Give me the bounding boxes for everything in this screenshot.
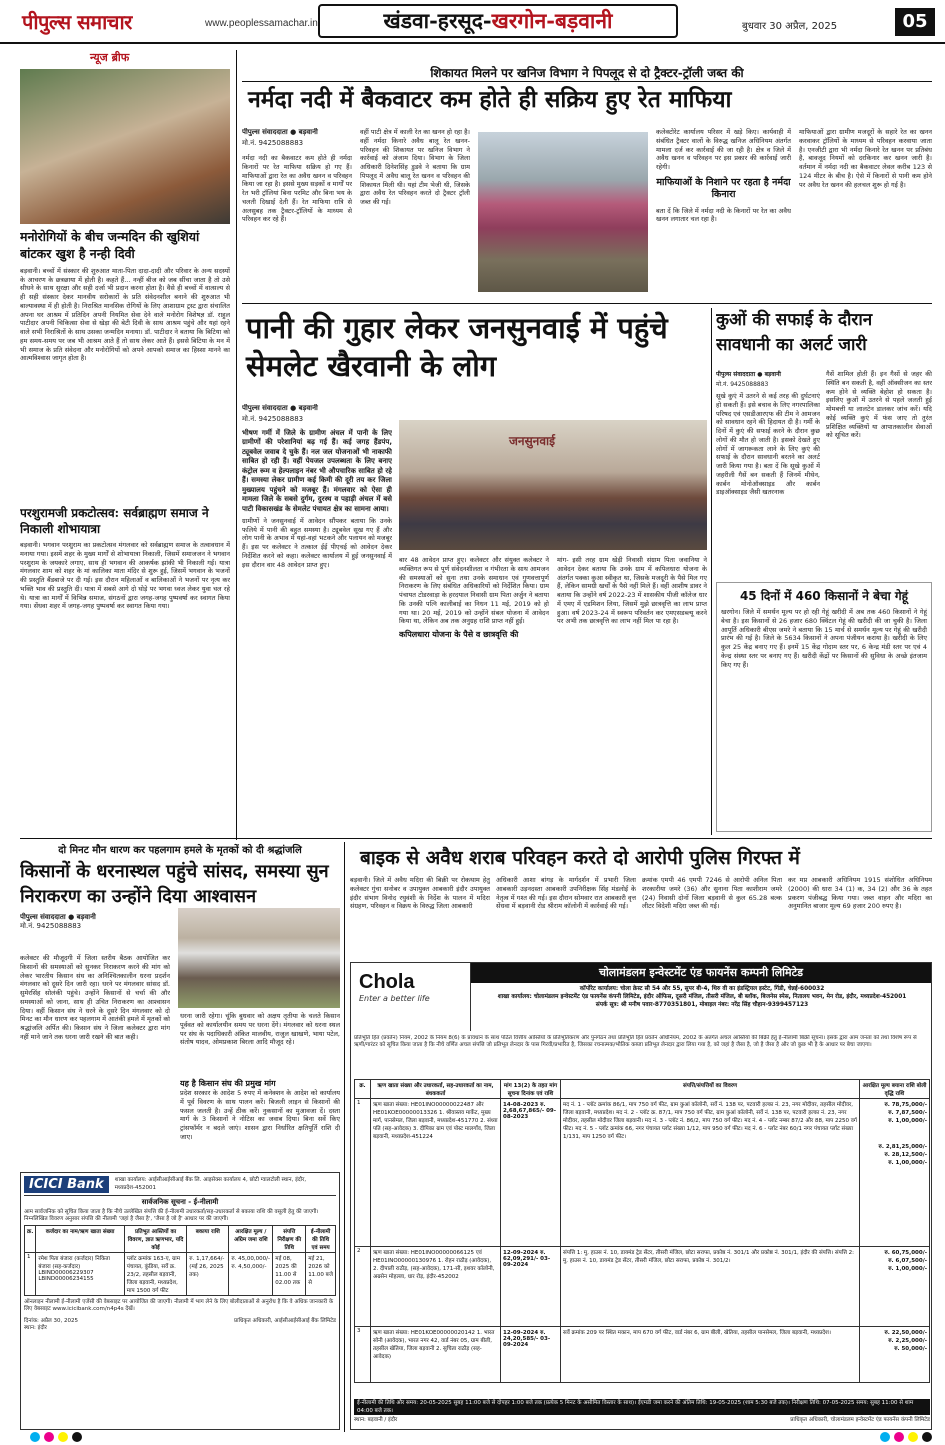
chola-signature: प्राधिकृत अधिकारी, चोलामंडलम इन्वेस्टमेंट एंड फायनेंस कंपनी लिमिटेड xyxy=(790,1417,930,1423)
public-hearing-photo xyxy=(399,420,707,550)
chola-price: रु. 7,87,500/- xyxy=(888,1110,927,1116)
farmers-col2-wrap xyxy=(180,1012,340,1080)
sand-mafia-byline: पीपुल्स संवाददाता ● बड़वानी xyxy=(242,128,318,136)
icici-col-header: क्र. xyxy=(25,1226,36,1253)
chola-price: रु. 2,25,000/- xyxy=(888,1338,927,1344)
well-cleaning-headline: कुओं की सफाई के दौरान सावधानी का अलर्ट जारी xyxy=(716,310,873,355)
chola-col-header: मांग 13(2) के तहत मांग सूचना दिनांक एवं राशि xyxy=(501,1080,561,1099)
photo-banner-text: जनसुनवाई xyxy=(509,434,556,448)
story-water-plea xyxy=(242,308,707,835)
chola-logo-box xyxy=(351,963,471,1031)
chola-cell: 3 xyxy=(355,1327,371,1383)
icici-cell: रु. 1,17,664/- (मई 26, 2025 तक) xyxy=(187,1253,229,1296)
column-divider xyxy=(236,50,237,840)
farmers-col2b: प्रदेश सरकार के आदेश 5 रुपए में कनेक्शन के आदेश को कार्यालय में पूर्व विवरण के साथ पालन करें। बिजली लाइन से किसानों की फसल जलती है। उन्हें ठीक करें। नुकसानों का मुआवजा दें। दस्ता मार्ग के 3 किसानों ने नोटिस का जवाब दिया। बिना सर्वे किए ट्रांसफॉर्मर न बदले जाएं। शासन द्वारा निर्धारित क्षतिपूर्ति राशि दी जाए। xyxy=(180,1089,340,1141)
story-wheat-purchase xyxy=(716,582,932,832)
chola-cell: 12-09-2024 रु. 24,20,585/- 03-09-2024 xyxy=(501,1327,561,1383)
chola-cell: ऋण खाता संख्या: HE01KOE00000020142 1. भारत सोनी (आवेदक), भारत नगर 42, वार्ड नंबर 05, ग्राम बीली, तहसील खेतिया, जिला बड़वानी 2. सुचिता राठौड़ (सह-आवेदक) xyxy=(371,1327,501,1383)
water-plea-byline: पीपुल्स संवाददाता ● बड़वानी xyxy=(242,404,318,412)
water-plea-lead: भीषण गर्मी में जिले के ग्रामीण अंचल में पानी के लिए ग्रामीणों की परेशानियां बढ़ गई हैं। कई जगह हैंडपंप, ट्यूबवेल जवाब दे चुके हैं। नल जल योजनाओं भी नाकाफी साबित हो रही हैं। वहीं पेयजल उपलब्धता के लिए बनाए कंट्रोल रूम व हेल्पलाइन नंबर भी औपचारिक साबित हो रहे हैं। समस्या लेकर ग्रामीण कई किमी की दूरी तय कर जिला मुख्यालय पहुंचने को मजबूर हैं। मंगलवार को ऐसा ही मामला जिले के सबसे दुर्गम, दुरस्थ व पहाड़ी अंचल में बसे पाटी विकासखंड के सेमलेट पंचायत क्षेत्र का सामना आया। xyxy=(242,429,392,513)
magenta-registration-mark xyxy=(894,1432,904,1442)
brief2-headline: परशुरामजी प्रकटोत्सव: सर्वब्राह्मण समाज ने निकाली शोभायात्रा xyxy=(20,505,209,536)
chola-price: रु. 1,00,000/- xyxy=(888,1266,927,1272)
icici-logo: ICICI Bank xyxy=(24,1176,109,1193)
icici-address: शाखा कार्यालय: आईसीआईसीआई बैंक लि. आइसेक्स कार्यालय 4, छोटी ग्वालटोली स्थान, इंदौर, मध्यप्रदेश-452001 xyxy=(114,1177,307,1191)
masthead xyxy=(0,0,945,44)
chola-col-header: संपत्ति/संपत्तियों का विवरण xyxy=(561,1080,860,1099)
newspaper-logo: पीपुल्स समाचार xyxy=(22,10,132,34)
yellow-registration-mark xyxy=(908,1432,918,1442)
chola-price: रु. 1,00,000/- xyxy=(888,1118,927,1124)
website-link[interactable]: www.peoplessamachar.in xyxy=(205,18,318,29)
icici-col-header: प्रतिभूत आस्तियों का विवरण, ज्ञात ऋणभार, यदि कोई xyxy=(124,1226,187,1253)
chola-col-header: क्र. xyxy=(355,1080,371,1099)
chola-col-header: आरक्षित मूल्य बयाना राशि बोली वृद्धि राशि xyxy=(860,1080,930,1099)
table-row xyxy=(25,1253,336,1296)
farmers-demands xyxy=(180,1078,340,1170)
farmers-byline: पीपुल्स संवाददाता ● बड़वानी xyxy=(20,913,96,922)
edition-title-part2: खरगोन-बड़वानी xyxy=(491,8,613,33)
chola-price: रु. 28,12,500/- xyxy=(884,1152,927,1158)
chola-cell: 1 xyxy=(355,1099,371,1247)
cyan-registration-mark xyxy=(880,1432,890,1442)
news-brief-column xyxy=(20,50,230,835)
divider xyxy=(20,838,932,839)
icici-cell: मई 08, 2025 की 11.00 से 02.00 तक xyxy=(273,1253,306,1296)
chola-cell: 14-08-2023 रु. 2,68,67,865/- 09-08-2023 xyxy=(501,1099,561,1247)
sand-mafia-col4: माफियाओं द्वारा ग्रामीण मजदूरों के सहारे रेत का खनन करवाकर ट्रॉलियों के माध्यम से परिवहन करवाया जाता है। एनजीटी द्वारा भी नर्मदा किनारे रेत खनन पर प्रतिबंध है, बावजूद नियमों को दरकिनार कर खनन जारी है। वर्तमान में नर्मदा नदी का बैकवाटर लेवल करीब 123 से 124 मीटर के बीच है। ऐसे में किनारों से पानी कम होने पर अवैध रेत खनन की हलचल शुरू हो गई है। xyxy=(799,128,932,189)
cyan-registration-mark xyxy=(30,1432,40,1442)
chola-price: रु. 6,07,500/- xyxy=(888,1258,927,1264)
divider xyxy=(242,303,932,304)
chola-price: रु. 78,75,000/- xyxy=(884,1102,927,1108)
chola-table xyxy=(354,1079,930,1383)
news-brief-label: न्यूज ब्रीफ xyxy=(90,51,130,64)
tractor-trolley-photo xyxy=(478,132,648,292)
sand-mafia-col3b: बता दें कि जिले में नर्मदा नदी के किनारों पर रेत का अवैध खनन लगातार चल रहा है। xyxy=(656,206,791,224)
yellow-registration-mark xyxy=(58,1432,68,1442)
liquor-col4: कर मप्र आबकारी अधिनियम 1915 संशोधित अधिनियम (2000) की धारा 34 (1) क, 34 (2) और 36 के तहत प्रकरण पंजीबद्ध किया गया। जब्त वाहन और मदिरा का अनुमानित बाजार मूल्य 69 हजार 200 रुपए है। xyxy=(788,876,932,911)
farmers-kicker: दो मिनट मौन धारण कर पहलगाम हमले के मृतकों को दी श्रद्धांजलि xyxy=(58,845,302,856)
icici-place: स्थान: इंदौर xyxy=(24,1324,47,1331)
chola-cell: सर्वे क्रमांक 209 पर स्थित मकान, माप 670 वर्ग फीट, वार्ड नंबर 6, ग्राम बीली, खेतिया, तहसील पानसेमल, जिला बड़वानी, मध्यप्रदेश। xyxy=(561,1327,860,1383)
farmers-protest-photo xyxy=(178,908,340,1008)
table-row xyxy=(355,1099,930,1247)
icici-cell: मई 21, 2026 को 11.00 बजे से xyxy=(306,1253,336,1296)
icici-footnote: ऑनलाइन नीलामी ई-नीलामी एजेंसी की वेबसाइट पर आयोजित की जाएगी। नीलामी में भाग लेने के लिए बोलीदाताओं से अनुरोध है कि वे अधिक जानकारी के लिए वेबसाइट www.icicibank.com/n4p4s देखें। xyxy=(24,1299,334,1313)
icici-cell: रमेश पिता बंजारा (कर्जदार) निकिता बंजारा (सह-कर्जदार) LBIND00006229307 LBIND00006234155 xyxy=(36,1253,124,1296)
page-number: 05 xyxy=(895,8,935,36)
column-divider xyxy=(711,308,712,835)
icici-col-header: संपत्ति निरीक्षण की तिथि xyxy=(273,1226,306,1253)
icici-cell: रु. 45,00,000/- रु. 4,50,000/- xyxy=(229,1253,273,1296)
icici-col-header: कर्जदार का नाम/ऋण खाता संख्या xyxy=(36,1226,124,1253)
chola-auction-dates: ई-नीलामी की तिथि और समय: 20-05-2025 सुबह 11:00 बजे से दोपहर 1:00 बजे तक (प्रत्येक 5 मिनट के असीमित विस्तार के साथ)। ईएमडी जमा करने की अंतिम तिथि: 19-05-2025 (शाम 5:30 बजे तक)। निरीक्षण तिथि: 07-05-2025 समय: सुबह 11:00 से शाम 04:00 बजे तक। xyxy=(354,1399,930,1415)
story-sand-mafia xyxy=(242,62,932,302)
edition-title xyxy=(318,4,678,38)
story-well-cleaning xyxy=(716,308,932,578)
magenta-registration-mark xyxy=(44,1432,54,1442)
chola-price: रु. 22,50,000/- xyxy=(884,1330,927,1336)
wheat-body: खरगोन। जिले में समर्थन मूल्य पर हो रही गेहूं खरीदी में अब तक 460 किसानों ने गेहूं बेचा है। इस किसानों से 26 हजार 680 क्विंटल गेहूं की खरीदी की जा चुकी है। जिला आपूर्ति अधिकारी बीएस जमरे ने बताया कि 15 मार्च से समर्थन मूल्य पर गेहूं की खरीदी प्रारंभ की गई है। जिले के 5634 किसानों ने अपना पंजीयन कराया है। खरीदी के लिए कुल 25 केंद्र बनाए गए हैं। इनमें 15 केंद्र गोदाम स्तर पर, 6 केन्द्र मंडी स्तर पर एवं 4 केन्द्र संस्था स्तर पर बनाए गए हैं। खरीदी केंद्रों पर किसानों की सुविधा के अच्छे इंतजाम किए गए हैं। xyxy=(721,608,927,669)
icici-date: दिनांक: अप्रैल 30, 2025 xyxy=(24,1317,78,1324)
chola-notice: प्रतिभूति हित (प्रवर्तन) नियम, 2002 के नियम 8(6) के प्रावधान के साथ पठित वित्तीय आस्तियों के प्रतिभूतिकरण और पुनर्गठन तथा प्रतिभूति हित प्रवर्तन अधिनियम, 2002 के अंतर्गत अचल आस्तियों की बिक्री हेतु ई-नीलामी बिक्री सूचना। इसके द्वारा आम जनता को तथा विशेष रूप से ऋणी/गारंटर को सूचित किया जाता है कि नीचे वर्णित अचल संपत्ति जो प्रतिभूत लेनदार के पास गिरवी/प्रभारित है, जिसका रचनात्मक/भौतिक कब्जा प्रतिभूत लेनदार द्वारा लिया गया है, को जहां है जैसा है, जो है जैसा है और जो कुछ भी है के आधार पर बेचा जाएगा। xyxy=(354,1035,917,1049)
icici-col-header: बकाया राशि xyxy=(187,1226,229,1253)
sand-mafia-col3: कलेक्टोरेट कार्यालय परिसर में खड़े किए। कार्यवाही में संबंधित ट्रैक्टर वालों के विरुद्ध खनिज अधिनियम अंतर्गत मामला दर्ज कर कार्रवाई की जा रही है। क्षेत्र व जिले में अवैध खनन व परिवहन पर इस प्रकार की कार्रवाई जारी रहेगी। xyxy=(656,128,791,172)
icici-text: आम सार्वजनिक को सूचित किया जाता है कि नीचे उल्लेखित संपत्ति की ई-नीलामी उधारकर्ता/सह-उधारकर्ता से बकाया राशि की वसूली हेतु की जाएगी। निम्नलिखित विवरण अनुसार संपत्ति की नीलामी 'जहां है जैसा है', 'जैसा है जो है' आधार पर की जाएगी। xyxy=(24,1209,319,1223)
chola-price: रु. 50,000/- xyxy=(894,1346,927,1352)
water-plea-col4: मांग- इसी तरह ग्राम खेड़ी निवासी संग्राम पिता जवानिया ने आवेदन देकर बताया कि उनके ग्राम में कपिलधारा योजना के अंतर्गत पक्का कुआ स्वीकृत था, जिसके मजदूरी के पैसे मिल गए हैं, लेकिन सामग्री खर्चों के पैसे नहीं मिले हैं। वहीं आशीष डावर ने बताया कि उन्होंने वर्ष 2022-23 में शासकीय पीजी कॉलेज धार में एमए में एडमिशन लिया, जिसमें मुझे छात्रवृत्ति का लाभ प्राप्त हुआ। वर्ष 2023-24 में स्वरूप परिवर्तन कर एमएसडब्ल्यू करने पर अभी तक छात्रवृत्ति का लाभ नहीं मिल पा रहा है। xyxy=(557,556,707,626)
brief-body: बड़वानी। बच्चों में संस्कार की शुरुआत माता-पिता दादा-दादी और परिवार के अन्य सदस्यों के आचरण के छत्रछाया में होती है। कहते हैं... नन्हीं बीज को जब सींचा जाता है तो उसे सीधने के साथ सुरक्षा और सही दर्जा भी प्रदान करना होता है। वैसे ही बच्चों में वात्सल्य से ही सही संस्कार देकर मानवीय सरोकारों के प्रति संवेदनशील बनाने की शुरुआत भी बाल्यावस्था में ही होती है। निराश्रित मानसिक रोगियों के लिए आशाग्राम ट्रस्ट द्वारा संचालित अपना घर आश्रम में प्रतिदिन अपनी नियमित सेवा देने वाले मनोरोग विशेषज्ञ डॉ. राहुल पाटीदार अपनी चिकित्सा सेवा से खेड़ा की बेटी दिवी के साथ आश्रम पहुंचे और यहां रहने वाले सभी निराश्रितों के साथ उसका जन्मदिन मनाया। डॉ. पाटीदार ने बताया कि बिटिया को हम समय-समय पर जब भी आश्रम आते हैं तो साथ लेकर आते हैं। इससे बिटिया के मन में भी समाज के प्रति संवेदना और मनोरोगियों को अपने आपको समाज का हिस्सा मानने का आत्मविश्वास जागृत होता है। xyxy=(20,266,230,363)
edition-title-part1: खंडवा-हरसूद- xyxy=(383,8,492,33)
icici-cell: 1 xyxy=(25,1253,36,1296)
chola-logo: Chola xyxy=(359,971,415,993)
well-cleaning-byline: पीपुल्स संवाददाता ● बड़वानी xyxy=(716,371,781,378)
black-registration-mark xyxy=(72,1432,82,1442)
water-plea-body: ग्रामीणों ने जनसुनवाई में आवेदन सौंपकर बताया कि उनके फलिये में पानी की बहुत समस्या है। ट्यूबवेल सूख गए हैं और लोग पानी के अभाव में यहां-वहां भटकने और पलायन को मजबूर हैं। इस पर कलेक्टर ने तत्काल ईई पीएचई को आवेदन देकर निर्देशित करने को कहा। कलेक्टर कार्यालय में हुई जनसुनवाई में इस दौरान वार 48 आवेदन प्राप्त हुए। xyxy=(242,516,392,569)
sand-mafia-subhead: माफियाओं के निशाने पर रहता है नर्मदा किनारा xyxy=(656,176,791,201)
water-plea-subhead: कपिलधारा योजना के पैसे व छात्रवृत्ति की xyxy=(399,629,519,640)
sand-mafia-col1: नर्मदा नदी का बैकवाटर कम होते ही नर्मदा किनारों पर रेत माफिया सक्रिय हो गए हैं। माफियाओं द्वारा रेत का अवैध खनन व परिवहन किया जा रहा है। इससे मुख्य सड़कों व मार्गों पर रेत भरी ट्रॉलियां बिना परमिट और बिना भय के चलती दिखाई देती हैं। रेत माफिया रात्रि से अलसुबह तक ट्रैक्टर-ट्रॉलियों के माध्यम से परिवहन कर रहे हैं। xyxy=(242,154,352,224)
liquor-headline: बाइक से अवैध शराब परिवहन करते दो आरोपी पुलिस गिरफ्त में xyxy=(360,847,800,869)
chola-branch-office: शाखा कार्यालय: चोलामंडलम इन्वेस्टमेंट एंड फायनेंस कंपनी लिमिटेड, इंदौर ऑफिस, दूसरी मंजिल, तीसरी मंजिल, बी ब्लॉक, बिजनेस स्पेस, नितालय भवन, मेन रोड, इंदौर, मध्यप्रदेश-452001 xyxy=(497,994,907,1001)
chola-contact: संपर्क सूत्र: श्री मनीष पवार-8770351801, मोबाइल नंबर: नरेंद्र सिंह चौहान-9399457123 xyxy=(595,1002,809,1009)
chola-cell: ऋण खाता संख्या: HE01INO00000022487 और HE01KOE00000013326 1. श्रीवास्तव मार्केट, मुख्य मार्ग, पानसेमल, जिला बड़वानी, मध्यप्रदेश-451770 2. संध्या पति (सह-आवेदक) 3. दीपिका ग्राम एवं पोस्ट मालगाँव, जिला बड़वानी, मध्यप्रदेश-451224 xyxy=(371,1099,501,1247)
brief2-body: बड़वानी। भगवान परशुराम का प्रकटोत्सव मंगलवार को सर्वब्राह्मण समाज के तत्वावधान में मनाया गया। इसमें शहर के मुख्य मार्गों से शोभायात्रा निकाली, जिसमें समाजजन ने भगवान परशुराम के जयकारे लगाए, साथ ही भगवान की आकर्षक झांकी भी निकाली गई। यात्रा मंगलवार शाम को शहर के मां कालिका माता मंदिर से शुरू हुई, जिसमें भगवान के भजनों की प्रस्तुति बैंडबाजे पर दी गई। इस दौरान महिलाओं व बालिकाओं ने भजनों पर नृत्य कर भक्ति भाव की प्रस्तुति दी। यात्रा में सबसे आगे दो घोड़े पर भगवा ध्वज लेकर युवा चल रहे थे। यात्रा का मार्गों में विभिन्न समाज, संगठनों द्वारा जगह-जगह पुष्पवर्षा कर स्वागत किया गया। सेंधवा शहर में जगह-जगह पुष्पवर्षा कर स्वागत किया गया। xyxy=(20,541,230,611)
sand-mafia-headline: नर्मदा नदी में बैकवाटर कम होते ही सक्रिय हुए रेत माफिया xyxy=(248,86,732,113)
well-cleaning-col1: सूखे कुएं में उतरने से कई तरह की दुर्घटनाएं हो सकती हैं। इसे बचाव के लिए नगरपालिका परिषद एवं एसडीआरएफ की टीम ने आमजन को सावधान रहने की हिदायत दी है। गर्मी के दिनों में कुएं की सफाई करने के दौरान कुछ लोगों की मौत हो जाती है। इसको देखते हुए लोगों में जागरूकता लाने के लिए कुएं की सफाई के दौरान सावधानी बरतने का अलर्ट जारी किया गया है। बता दें कि सूखे कुओं में जहरीली गैसें बन सकती हैं जिनमें मीथेन, कार्बन मोनोऑक्साइड और कार्बन डाइऑक्साइड जैसी खतरनाक xyxy=(716,392,820,497)
chola-cell: ऋण खाता संख्या: HE01INO00000066125 एवं HE01INO00000130976 1. रोहन राठौड़ (आवेदक), 2. दीपाली राठौड़, (सह-आवेदक), 171-सी, इशवर कॉलोनी, अग्रसेन मोहल्ला, धार रोड़, इंदौर-452002 xyxy=(371,1247,501,1327)
chola-place: स्थान: बड़वानी / इंदौर xyxy=(354,1417,398,1423)
chola-ad xyxy=(350,962,932,1430)
icici-cell: प्लॉट क्रमांक 163-ए, ग्राम पंचायत, कुंडिया, सर्वे क्र. 23/2, तहसील बड़वानी, जिला बड़वानी, मध्यप्रदेश, माप 1500 वर्ग फीट xyxy=(124,1253,187,1296)
table-row xyxy=(355,1327,930,1383)
chola-cell: 12-09-2024 रु. 62,09,291/- 03-09-2024 xyxy=(501,1247,561,1327)
icici-subtitle: सार्वजनिक सूचना - ई-नीलामी xyxy=(141,1198,219,1206)
icici-table xyxy=(24,1225,336,1296)
icici-ad xyxy=(20,1172,340,1430)
farmers-mobile: मो.नं. 9425088883 xyxy=(20,922,82,931)
black-registration-mark xyxy=(922,1432,932,1442)
icici-col-header: ई-नीलामी की तिथि एवं समय xyxy=(306,1226,336,1253)
sand-mafia-mobile: मो.नं. 9425088883 xyxy=(242,139,304,147)
brief-headline: मनोरोगियों के बीच जन्मदिन की खुशियां बांटकर खुश है नन्ही दिवी xyxy=(20,229,200,261)
sand-mafia-col2: वहीं पाटी क्षेत्र में काली रेत का खनन हो रहा है। वहीं नर्मदा किनारे अवैध बालू रेत खनन-परिवहन की शिकायत पर खनिज विभाग ने कार्रवाई को अंजाम दिया। विभाग के जिला अधिकारी दिनेशसिंह डुडवे ने बताया कि ग्राम पिपलूद में अवैध बालू रेत खनन व परिवहन की शिकायत मिली थी। यहां टीम भेजी थी, जिसके द्वारा अवैध रेत परिवहन करते दो ट्रैक्टर ट्रॉली जब्त की गई। xyxy=(360,128,470,207)
liquor-col2: अधिकारी आशा बांगड़ के मार्गदर्शन में प्रभारी जिला आबकारी उड़नदस्ता आबकारी उपनिरीक्षक सिंह मंडलोई के नेतृत्व में गश्त की गई। इस दौरान सोमवार रात आबकारी वृत्त सेंधवा में बड़वानी रोड श्रीराम कॉलोनी में कार्रवाई की गई। xyxy=(496,876,636,911)
birthday-photo xyxy=(20,69,230,224)
water-plea-col3: बार 48 आवेदन प्राप्त हुए। कलेक्टर और संयुक्त कलेक्टर ने व्यक्तिगत रूप से पूर्ण संवेदनशीलता व गंभीरता के साथ आमजन की समस्याओं को सुना तथा उनके समाधान एवं गुणवत्तापूर्ण निराकरण के लिए संबंधित अधिकारियों को निर्देशित किया। ग्राम पंचायत टोडरवाड़ा के हरदयाल निवासी ग्राम पिता अर्जुन ने बताया कि उनकी पत्नि कालीबाई का निधन 11 मई, 2019 को हो गया था। 20 मई, 2019 को उन्होंने संबल योजना में आवेदन किया था, लेकिन अब तक अनुग्रह राशि प्राप्त नहीं हुई। xyxy=(399,556,549,626)
issue-date: बुधवार 30 अप्रैल, 2025 xyxy=(742,21,838,32)
chola-cell: संपत्ति 1: मु. हाउस नं. 10, डायमंड ट्रेड सेंटर, तीसरी मंजिल, छोटा सराफा, प्रकोष्ठ नं. 301/1 और प्रकोष्ठ नं. 301/1, इंदौर की संपत्ति। संपत्ति 2: मु. हाउस नं. 10, डायमंड ट्रेड सेंटर, तीसरी मंजिल, छोटा सराफा, प्रकोष्ठ नं. 301/2। xyxy=(561,1247,860,1327)
chola-cell: मद नं. 1 - प्लॉट क्रमांक 86/1, माप 750 वर्ग फीट, ग्राम कुआं कॉलोनी, सर्वे नं. 138 पर, पटवारी हल्का नं. 23, नगर मोदीवर, तहसील मोदीवर, जिला बड़वानी, मध्यप्रदेश। मद नं. 2 - प्लॉट क्र. 87/1, माप 750 वर्ग फीट, ग्राम कुआं कॉलोनी, सर्वे नं. 138 पर, पटवारी हल्का नं. 23, नगर मोदीवर, तहसील मोदीवर जिला बड़वानी। मद नं. 3 - प्लॉट नं. 86/2, माप 750 वर्ग फीट। मद नं. 4 - प्लॉट नम्बर 87/2 और 88, माप 2250 वर्ग फीट। मद नं. 5 - प्लॉट क्रमांक 66, नगर पंचायत प्लॉट संख्या 1/12, माप 950 वर्ग फीट। मद नं. 6 - प्लॉट नंबर 60/1 नगर पंचायत प्लॉट संख्या 1/131, माप 1250 वर्ग फीट। xyxy=(561,1099,860,1247)
farmers-col2: धरना जारी रहेगा। चूंकि बुधवार को अक्षय तृतीया के चलते किसान पूर्ववत को कार्यालयीन समय पर धरना देंगे। मंगलवार को धरना स्थल पर संघ के पदाधिकारी अंकित मालवीय, राजुल खाखणे, भाया पटेल, संतोष यादव, ओमप्रकाश बिरला आदि मौजूद रहे। xyxy=(180,1012,340,1047)
well-cleaning-col2: गैसें शामिल होती हैं। इन गैसों से जहर की स्थिति बन सकती है, वहीं ऑक्सीजन का स्तर कम होने से व्यक्ति बेहोश हो सकता है। इसलिए कुओं में उतरने से पहले जलती हुई मोमबत्ती या लालटेन डालकर जांच करें। यदि कोई व्यक्ति कुएं में फंस जाए तो तुरंत प्रशिक्षित व्यक्तियों या आपातकालीन सेवाओं को सूचित करें। xyxy=(826,370,932,440)
table-row xyxy=(355,1247,930,1327)
farmers-col1: कलेक्टर की मौजूदगी में जिला स्तरीय बैठक आयोजित कर किसानों की समस्याओं को सुनकर निराकरण करने की मांग को लेकर भारतीय किसान संघ का अनिश्चितकालीन धरना प्रदर्शन मंगलवार को दूसरे दिन जारी रहा। धरने पर मंगलवार सांसद डॉ. सुमेरसिंह सोलंकी पहुंचे। उन्होंने किसानों से चर्चा की और समस्याओं को जाना, साथ ही उचित निराकरण का आश्वासन दिया। वहीं किसान संघ ने धरने के दूसरे दिन मंगलवार को दो मिनट का मौन धारण कर पहलगाम में आतंकी हमले में मृतकों को श्रद्धांजलि अर्पित की। किसान संघ ने जिला कलेक्टर द्वारा मांग नहीं माने जाने तक धरना जारी रखने की बात कही। xyxy=(20,954,170,1041)
chola-col-header: ऋण खाता संख्या और उधारकर्ता, सह-उधारकर्ता का नाम, बंधककर्ता xyxy=(371,1080,501,1099)
wheat-headline: 45 दिनों में 460 किसानों ने बेचा गेहूं xyxy=(739,589,909,603)
water-plea-mobile: मो.नं. 9425088883 xyxy=(242,415,304,423)
well-cleaning-mobile: मो.नं. 9425088883 xyxy=(716,381,769,388)
chola-price: रु. 60,75,000/- xyxy=(884,1250,927,1256)
story-liquor-arrest xyxy=(350,842,932,962)
chola-price: रु. 2,81,25,000/- xyxy=(878,1144,927,1150)
liquor-col1: बड़वानी। जिले में अवैध मदिरा की बिक्री पर रोकथाम हेतु कलेक्टर गुंचा सनोबर व उपायुक्त आबकारी इंदौर उपायुक्त इंदौर संभाग विनोद रघुवंशी के निर्देश के पालन में मदिरा संग्रहण, परिवहन व विक्रय के विरुद्ध जिला आबकारी xyxy=(350,876,490,911)
chola-tagline: Enter a better life xyxy=(359,994,430,1003)
icici-col-header: आरक्षित मूल्य / अग्रिम जमा राशि xyxy=(229,1226,273,1253)
liquor-col3: क्रमांक एमपी 46 एमपी 7246 से आरोपी अनिल पिता शरकारीया जमरे (36) और सुनाना पिता काशीराम जमरे (24) निवासी दोनों जिला बड़वानी से कुल 65.28 बल्क लीटर विदेशी मदिरा जब्त की गई। xyxy=(642,876,782,911)
column-divider xyxy=(344,842,345,1432)
sand-mafia-kicker: शिकायत मिलने पर खनिज विभाग ने पिपलूद से दो ट्रैक्टर-ट्रॉली जब्त की xyxy=(430,66,744,80)
farmers-headline: किसानों के धरनास्थल पहुंचे सांसद, समस्या सुन निराकरण का उन्होंने दिया आश्वासन xyxy=(20,861,329,908)
farmers-subhead: यह है किसान संघ की प्रमुख मांग xyxy=(180,1078,276,1088)
icici-signature: प्राधिकृत अधिकारी, आईसीआईसीआई बैंक लिमिटेड xyxy=(234,1317,336,1324)
chola-corporate-office: कॉर्पोरेट कार्यालय: चोला क्रेस्ट सी 54 और 55, सुपर बी-4, थिरु वी का इंडस्ट्रियल इस्टेट, गिंडी, चेन्नई-600032 xyxy=(579,986,825,992)
chola-cell: 2 xyxy=(355,1247,371,1327)
chola-title: चोलामंडलम इन्वेस्टमेंट एंड फायनेंस कम्पनी लिमिटेड xyxy=(471,963,931,983)
chola-price: रु. 1,00,000/- xyxy=(888,1160,927,1166)
water-plea-headline: पानी की गुहार लेकर जनसुनवाई में पहुंचे सेमलेट खैरवानी के लोग xyxy=(246,311,668,383)
